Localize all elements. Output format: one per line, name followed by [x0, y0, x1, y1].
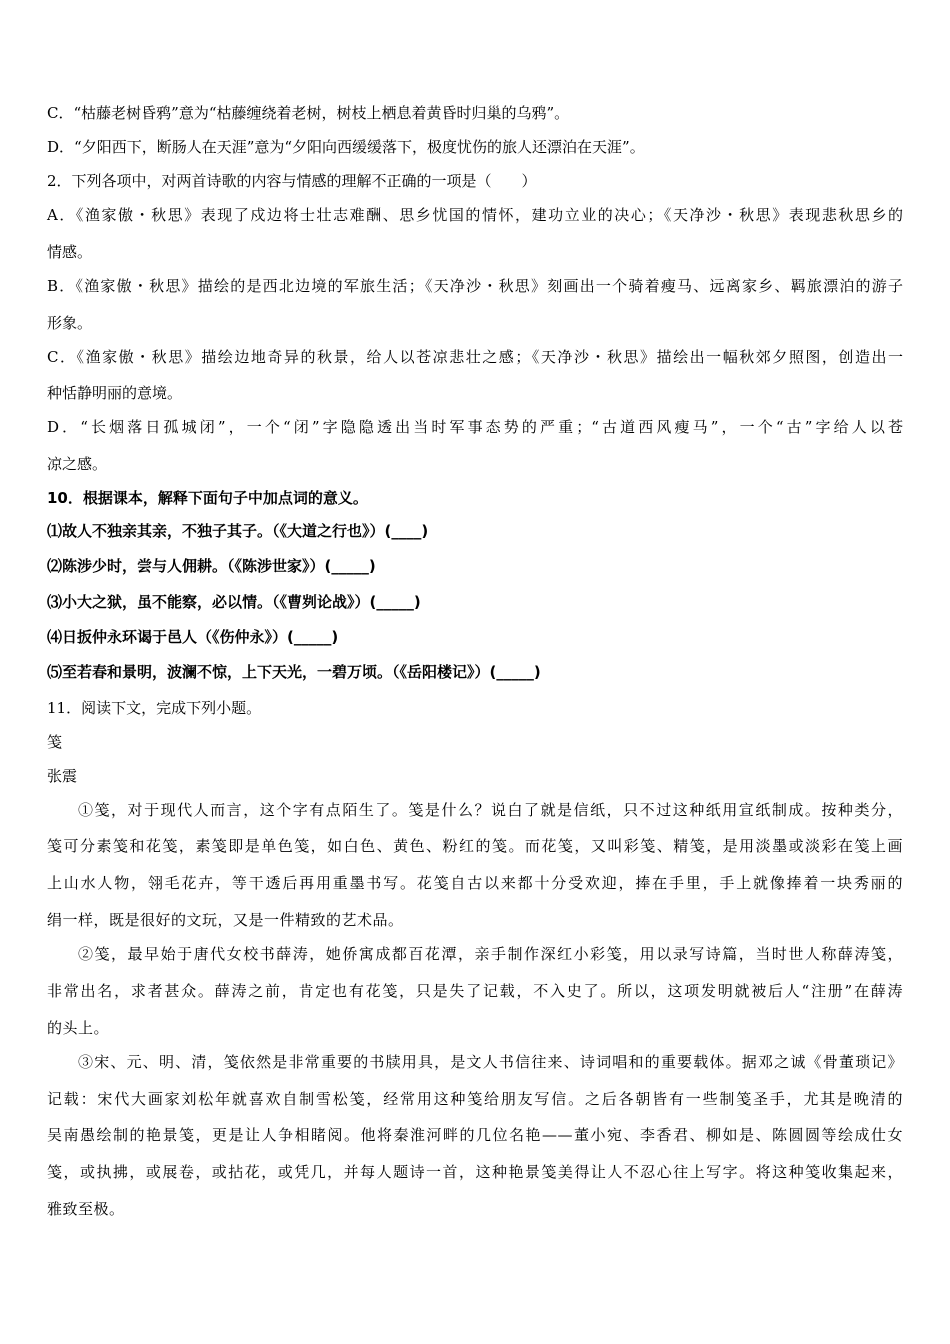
- paragraph-1-line-1: ①笺，对于现代人而言，这个字有点陌生了。笺是什么？说白了就是信纸，只不过这种纸用宣纸制成。按种类分，: [78, 801, 903, 819]
- paragraph-3-line-5: 雅致至极。: [47, 1200, 125, 1218]
- paragraph-3-line-4: 笺，或执拂，或展卷，或拈花，或凭几，并每人题诗一首，这种艳景笺美得让人不忍心往上写字。将这种笺收集起来，: [47, 1163, 903, 1181]
- paragraph-1-line-3: 上山水人物，翎毛花卉，等干透后再用重墨书写。花笺自古以来都十分受欢迎，捧在手里，手上就像捧着一块秀丽的: [47, 874, 903, 892]
- q2-option-a: A．《渔家傲・秋思》表现了戍边将士壮志难酬、思乡忧国的情怀，建功立业的决心；《天净沙・秋思》表现悲秋思乡的: [47, 206, 903, 224]
- q2-option-b: B．《渔家傲・秋思》描绘的是西北边境的军旅生活；《天净沙・秋思》刻画出一个骑着瘦马、远离家乡、羁旅漂泊的游子: [47, 277, 903, 295]
- paragraph-3-line-3: 吴南愚绘制的艳景笺，更是让人争相睹阅。他将秦淮河畔的几位名艳——董小宛、李香君、柳如是、陈圆圆等绘成仕女: [47, 1126, 903, 1144]
- article-author: 张震: [47, 767, 78, 785]
- paragraph-3-line-2: 记载：宋代大画家刘松年就喜欢自制雪松笺，经常用这种笺给朋友写信。之后各朝皆有一些制笺圣手，尤其是晚清的: [47, 1090, 903, 1108]
- q11-stem: 11．阅读下文，完成下列小题。: [47, 699, 262, 717]
- paragraph-1-line-4: 绢一样，既是很好的文玩，又是一件精致的艺术品。: [47, 911, 404, 929]
- q1-option-d: D．“夕阳西下，断肠人在天涯”意为“夕阳向西缓缓落下，极度忧伤的旅人还漂泊在天涯”。: [47, 138, 645, 156]
- paragraph-2-line-2: 非常出名，求者甚众。薛涛之前，肯定也有花笺，只是失了记载，不入史了。所以，这项发明就被后人“注册”在薛涛: [47, 982, 903, 1000]
- q10-item-3: ⑶小大之狱，虽不能察，必以情。（《曹刿论战》）(_____): [47, 593, 421, 611]
- q10-item-4: ⑷日扳仲永环谒于邑人（《伤仲永》）(_____): [47, 628, 339, 646]
- q2-option-d: D．“长烟落日孤城闭”，一个“闭”字隐隐透出当时军事态势的严重；“古道西风瘦马”，一个“古”字给人以苍: [47, 418, 903, 436]
- paragraph-2-line-3: 的头上。: [47, 1019, 110, 1037]
- q2-option-c: C．《渔家傲・秋思》描绘边地奇异的秋景，给人以苍凉悲壮之感；《天净沙・秋思》描绘出一幅秋郊夕照图，创造出一: [47, 348, 903, 366]
- q10-stem: 10．根据课本，解释下面句子中加点词的意义。: [47, 489, 368, 507]
- article-title: 笺: [47, 733, 63, 751]
- q2-option-c-cont: 种恬静明丽的意境。: [47, 384, 183, 402]
- paragraph-3-line-1: ③宋、元、明、清，笺依然是非常重要的书牍用具，是文人书信往来、诗词唱和的重要载体。据邓之诚《骨董琐记》: [78, 1053, 903, 1071]
- q10-item-5: ⑸至若春和景明，波澜不惊，上下天光，一碧万顷。（《岳阳楼记》）(_____): [47, 663, 541, 681]
- q2-stem: 2．下列各项中，对两首诗歌的内容与情感的理解不正确的一项是（ ）: [47, 172, 537, 190]
- q10-item-1: ⑴故人不独亲其亲，不独子其子。（《大道之行也》）(____): [47, 522, 429, 540]
- q2-option-b-cont: 形象。: [47, 314, 93, 332]
- q1-option-c: C．“枯藤老树昏鸦”意为“枯藤缠绕着老树，树枝上栖息着黄昏时归巢的乌鸦”。: [47, 104, 570, 122]
- paragraph-1-line-2: 笺可分素笺和花笺，素笺即是单色笺，如白色、黄色、粉红的笺。而花笺，又叫彩笺、精笺，是用淡墨或淡彩在笺上画: [47, 837, 903, 855]
- q2-option-a-cont: 情感。: [47, 243, 93, 261]
- q10-item-2: ⑵陈涉少时，尝与人佣耕。（《陈涉世家》）(_____): [47, 557, 376, 575]
- paragraph-2-line-1: ②笺，最早始于唐代女校书薛涛，她侨寓成都百花潭，亲手制作深红小彩笺，用以录写诗篇，当时世人称薛涛笺，: [78, 945, 903, 963]
- q2-option-d-cont: 凉之感。: [47, 455, 108, 473]
